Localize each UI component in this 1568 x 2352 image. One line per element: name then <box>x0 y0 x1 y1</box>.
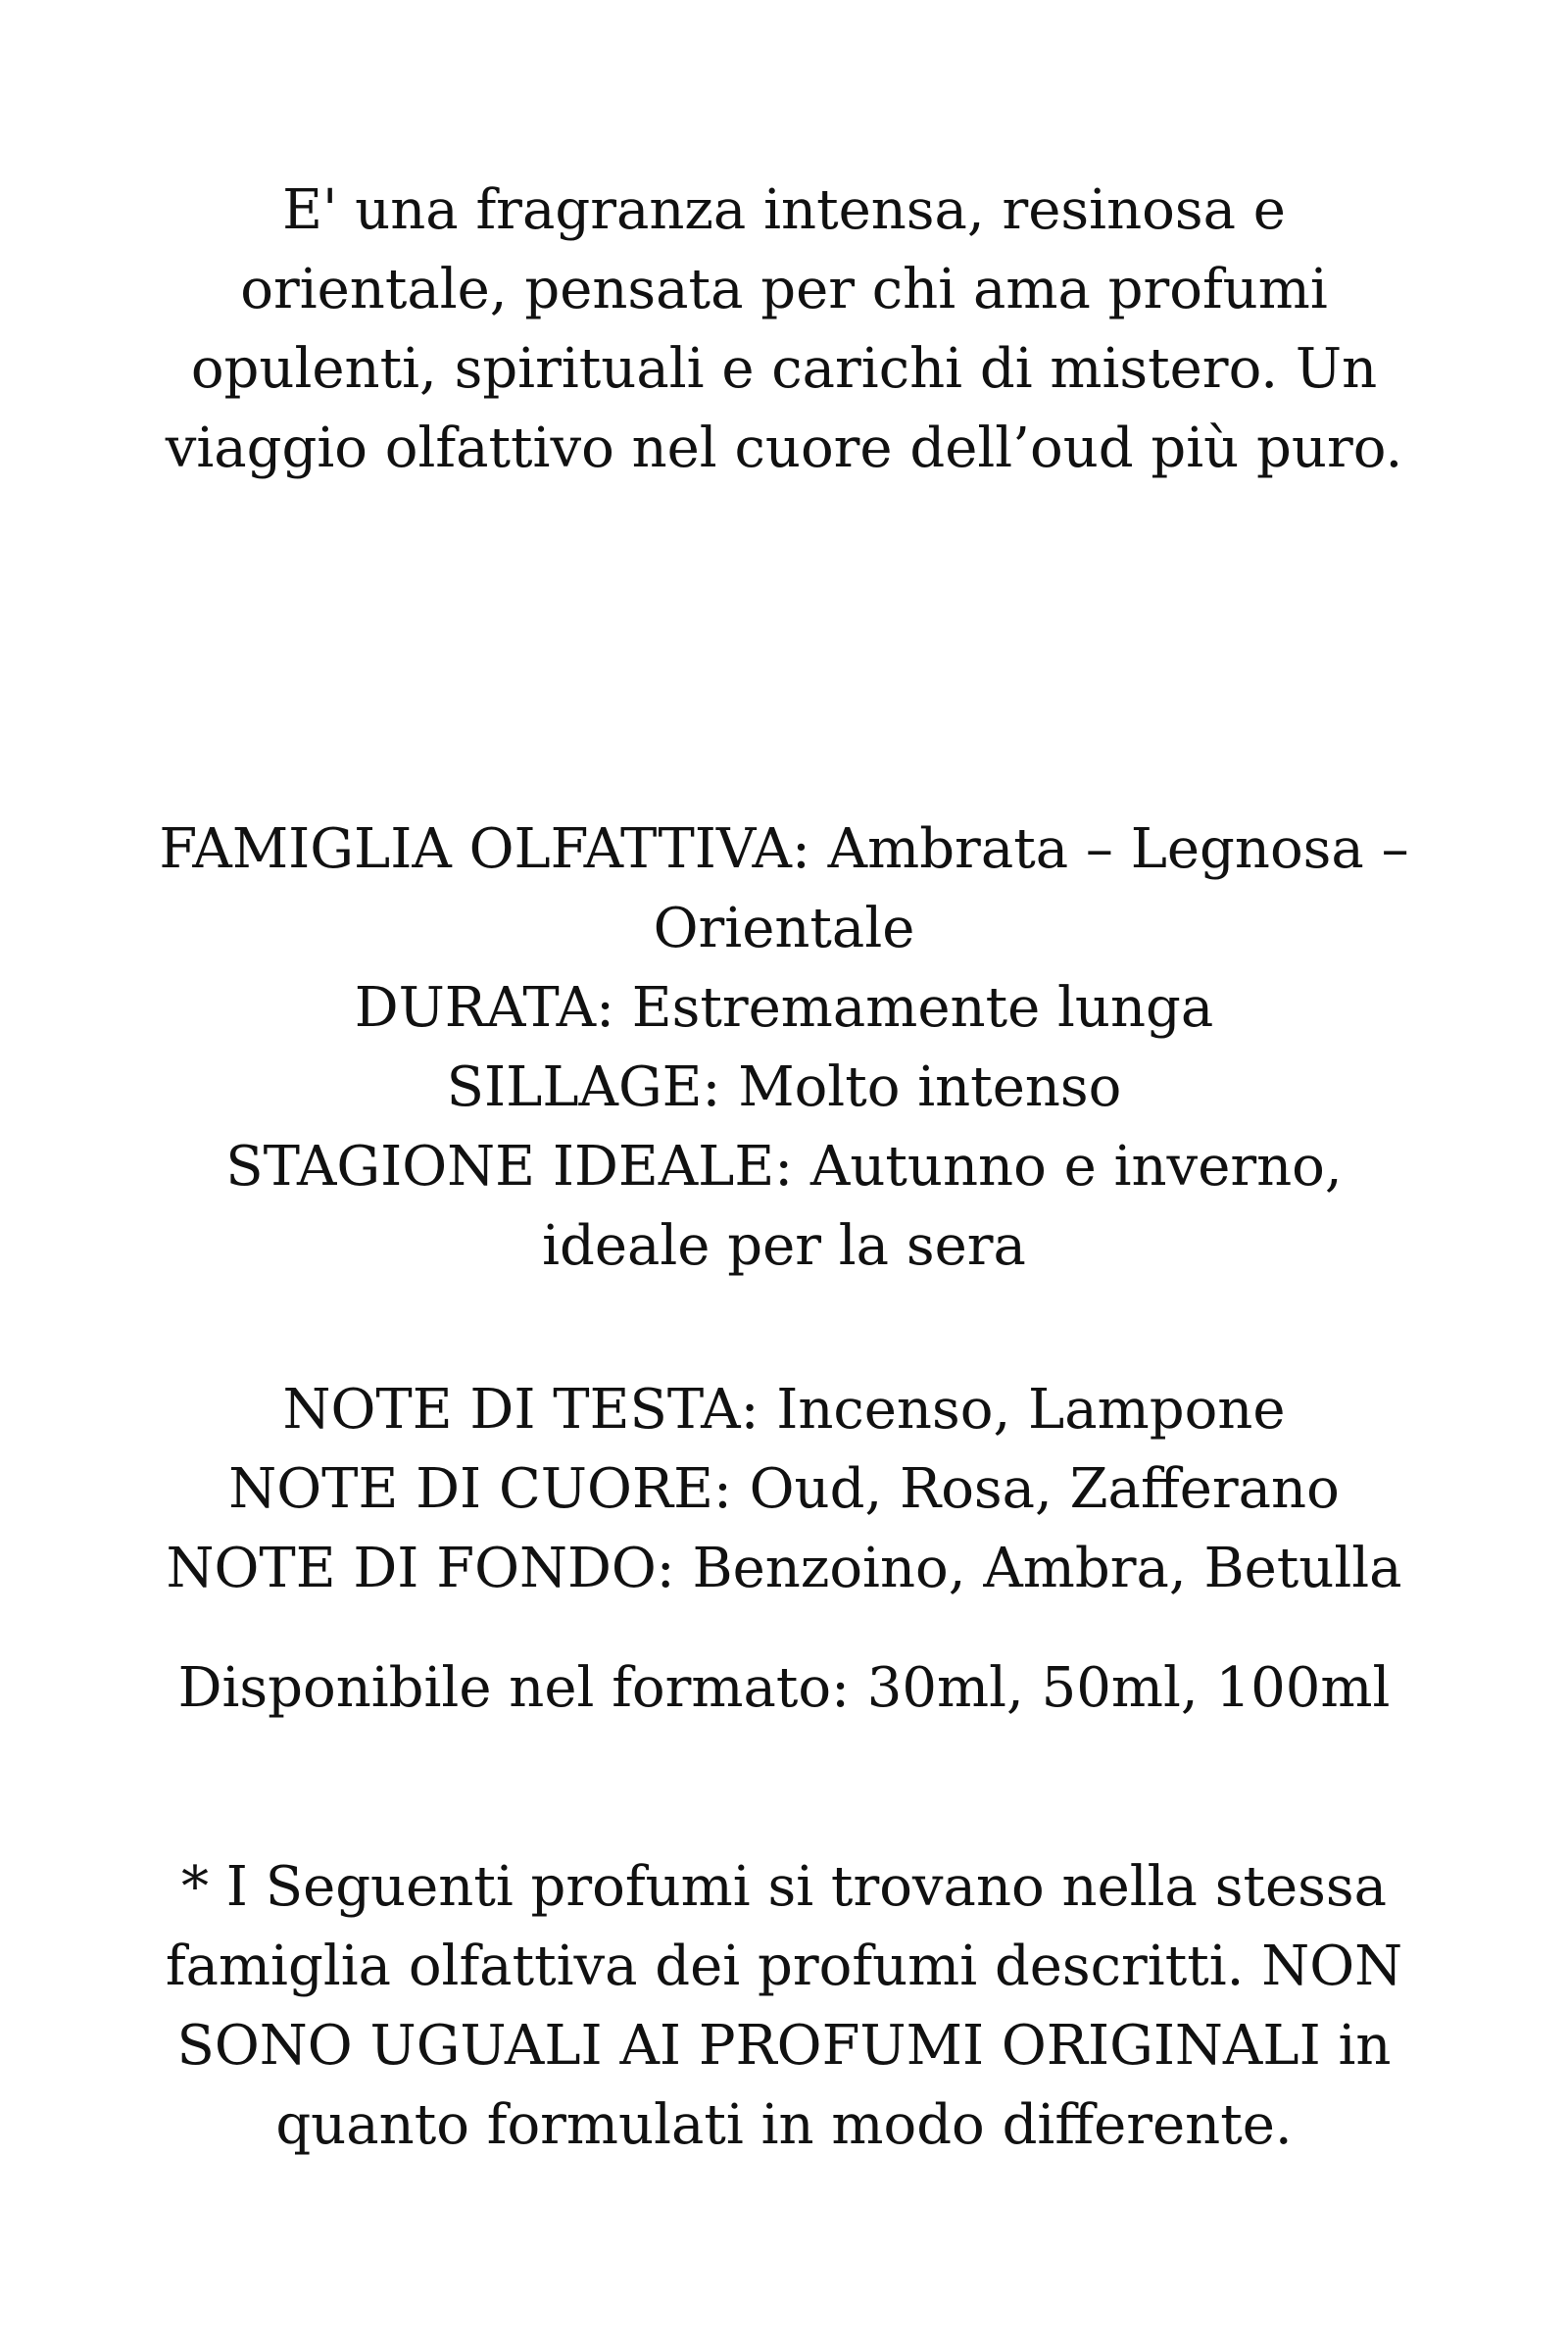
fragrance-specs <box>0 809 1568 1286</box>
note-cuore: NOTE DI CUORE: Oud, Rosa, Zafferano <box>228 1457 1340 1521</box>
intro-line: orientale, pensata per chi ama profumi <box>240 258 1328 321</box>
available-formats <box>0 1648 1568 1728</box>
disclaimer-line: quanto formulati in modo differente. <box>275 2093 1293 2157</box>
spec-stagione-ideale: STAGIONE IDEALE: Autunno e inverno, <box>225 1135 1343 1199</box>
intro-paragraph <box>0 171 1568 488</box>
intro-line: opulenti, spirituali e carichi di mistero. Un <box>190 337 1378 401</box>
intro-line: E' una fragranza intensa, resinosa e <box>282 178 1286 242</box>
note-testa: NOTE DI TESTA: Incenso, Lampone <box>282 1378 1286 1442</box>
disclaimer-line: SONO UGUALI AI PROFUMI ORIGINALI in <box>176 2014 1392 2078</box>
spec-famiglia-olfattiva: FAMIGLIA OLFATTIVA: Ambrata – Legnosa – <box>159 817 1409 881</box>
spec-stagione-ideale-cont: ideale per la sera <box>542 1214 1026 1278</box>
disclaimer <box>0 1847 1568 2165</box>
fragrance-notes <box>0 1370 1568 1608</box>
disclaimer-line: famiglia olfattiva dei profumi descritti. NON <box>165 1935 1403 1998</box>
intro-line: viaggio olfattivo nel cuore dell’oud più puro. <box>165 416 1403 480</box>
spec-sillage: SILLAGE: Molto intenso <box>446 1055 1122 1119</box>
note-fondo: NOTE DI FONDO: Benzoino, Ambra, Betulla <box>166 1537 1402 1600</box>
spec-famiglia-olfattiva-cont: Orientale <box>653 897 915 960</box>
disclaimer-line: * I Seguenti profumi si trovano nella stessa <box>180 1855 1387 1919</box>
spec-durata: DURATA: Estremamente lunga <box>354 976 1214 1040</box>
formats-text: Disponibile nel formato: 30ml, 50ml, 100ml <box>177 1656 1391 1720</box>
